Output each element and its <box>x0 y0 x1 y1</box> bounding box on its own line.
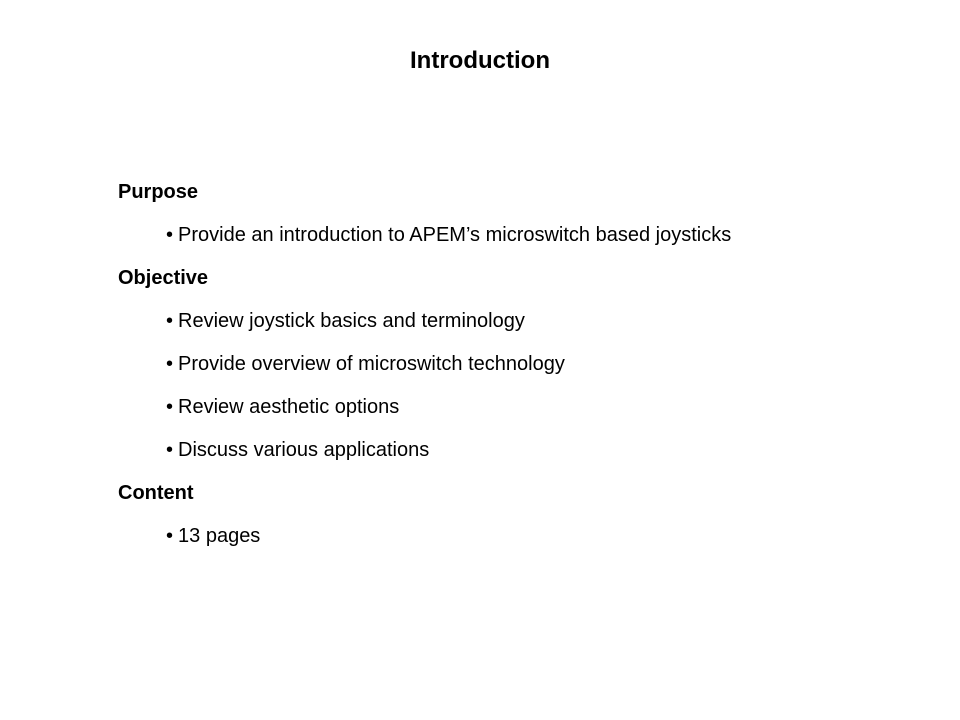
content-heading: Content <box>118 482 194 504</box>
objective-heading: Objective <box>118 267 209 289</box>
bullet-icon: • <box>166 439 174 461</box>
purpose-bullet <box>166 223 918 247</box>
bullet-text: 13 pages <box>178 525 261 547</box>
objective-bullet <box>166 309 918 333</box>
content-bullet <box>166 524 918 548</box>
purpose-heading: Purpose <box>118 181 199 203</box>
objective-bullet <box>166 438 918 462</box>
bullet-icon: • <box>166 224 174 246</box>
bullet-icon: • <box>166 353 174 375</box>
bullet-text: Review aesthetic options <box>178 396 400 418</box>
bullet-text: Review joystick basics and terminology <box>178 310 525 332</box>
objective-bullet <box>166 395 918 419</box>
bullet-icon: • <box>166 310 174 332</box>
bullet-text: Discuss various applications <box>178 439 430 461</box>
slide-title: Introduction <box>410 47 550 74</box>
objective-bullet <box>166 352 918 376</box>
slide-body <box>118 180 918 567</box>
bullet-text: Provide an introduction to APEM’s microswitch based joysticks <box>178 224 732 246</box>
bullet-text: Provide overview of microswitch technology <box>178 353 565 375</box>
bullet-icon: • <box>166 396 174 418</box>
bullet-icon: • <box>166 525 174 547</box>
